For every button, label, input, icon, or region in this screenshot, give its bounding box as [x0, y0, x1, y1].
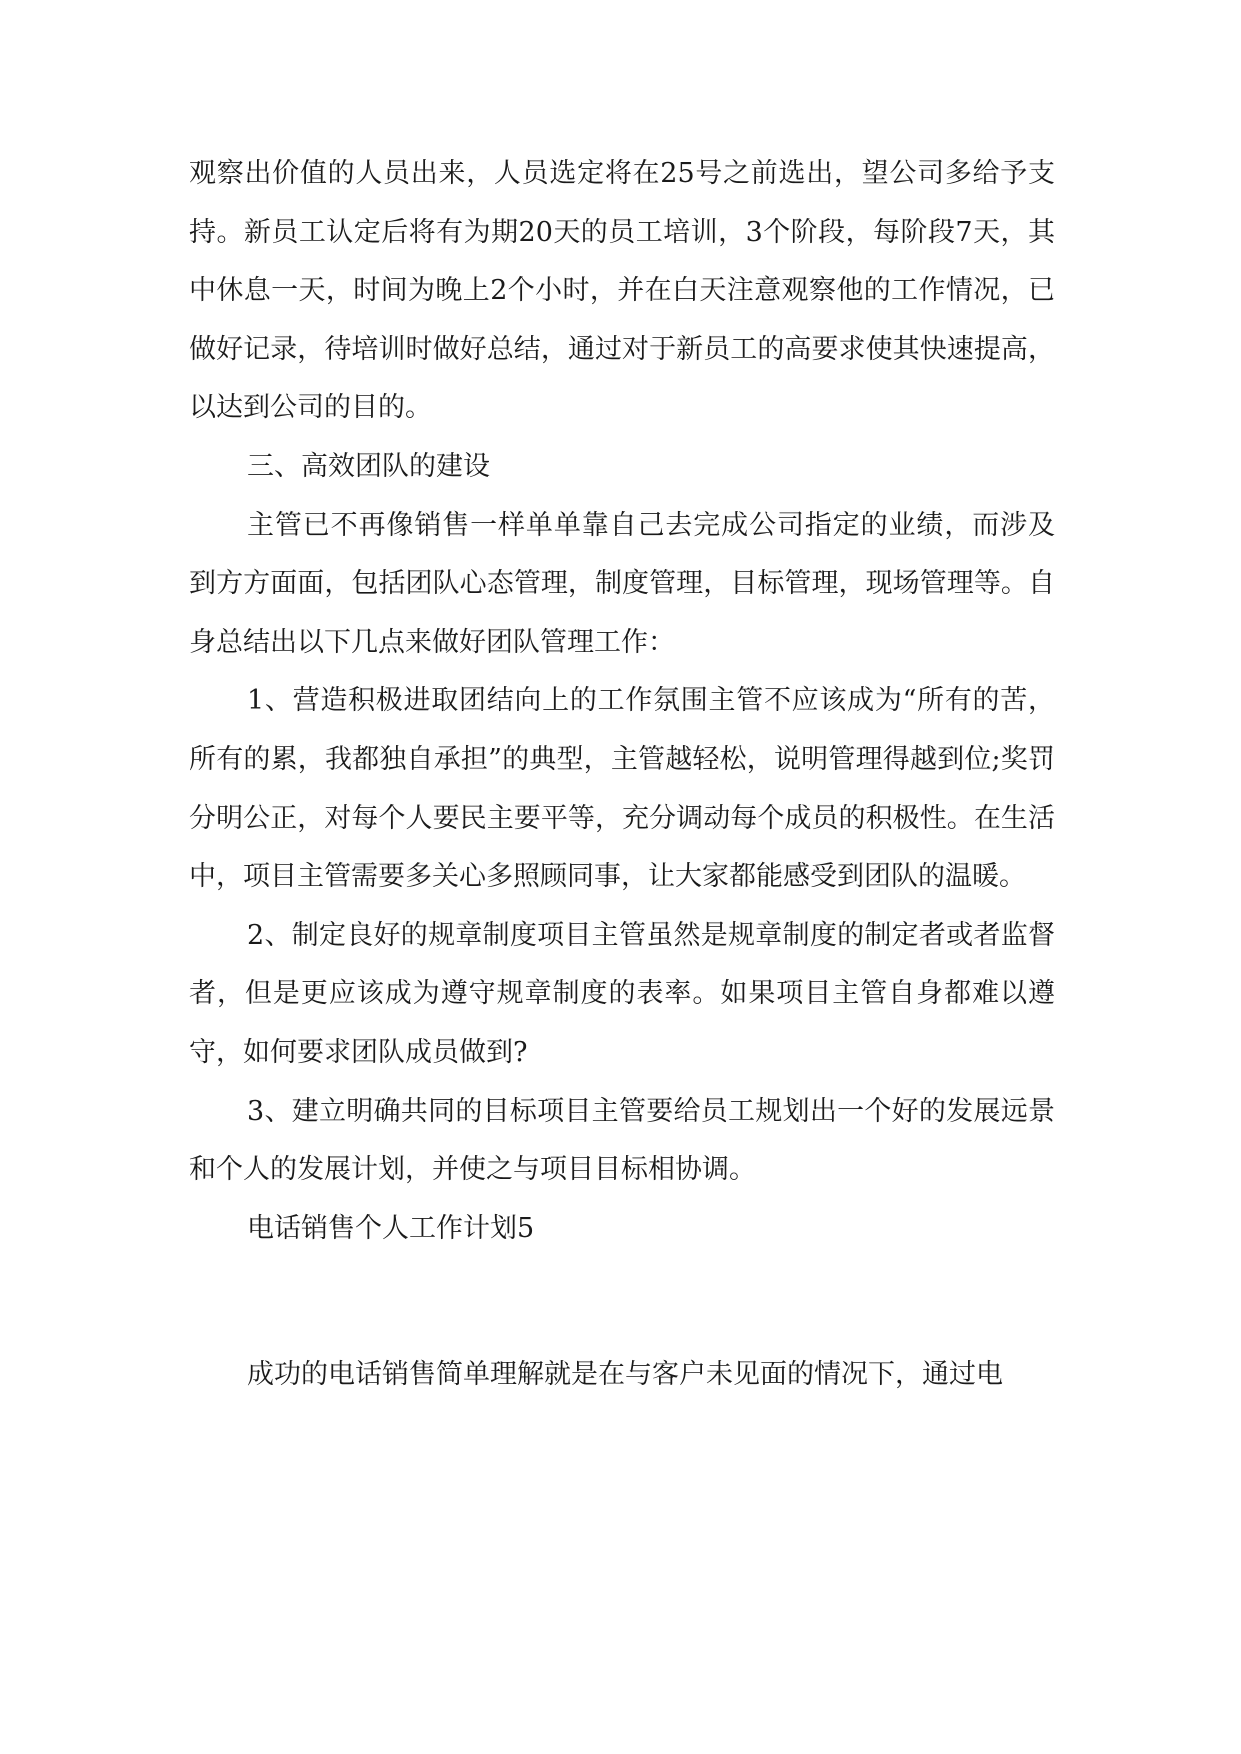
blank-gap: [189, 1258, 1055, 1346]
plan-heading: 电话销售个人工作计划5: [247, 1212, 535, 1244]
section-heading: 三、高效团队的建设: [247, 450, 490, 482]
paragraph-point-2: 2、制定良好的规章制度项目主管虽然是规章制度的制定者或者监督者，但是更应该成为遵守规章制度的表率。如果项目主管自身都难以遵守，如何要求团队成员做到?: [189, 919, 1055, 1068]
document-page: [189, 145, 1055, 1405]
paragraph-plan-start: 成功的电话销售简单理解就是在与客户未见面的情况下，通过电: [247, 1359, 1003, 1391]
paragraph-point-1: 1、营造积极进取团结向上的工作氛围主管不应该成为“所有的苦，所有的累，我都独自承担”的典型，主管越轻松，说明管理得越到位;奖罚分明公正，对每个人要民主要平等，充分调动每个成员的积极性。在生活中，项目主管需要多关心多照顾同事，让大家都能感受到团队的温暖。: [189, 685, 1055, 893]
paragraph-point-3: 3、建立明确共同的目标项目主管要给员工规划出一个好的发展远景和个人的发展计划，并使之与项目目标相协调。: [189, 1095, 1055, 1186]
paragraph-continuation: 观察出价值的人员出来，人员选定将在25号之前选出，望公司多给予支持。新员工认定后将有为期20天的员工培训，3个阶段，每阶段7天，其中休息一天，时间为晚上2个小时，并在白天注意观察他的工作情况，已做好记录，待培训时做好总结，通过对于新员工的高要求使其快速提高，以达到公司的目的。: [189, 158, 1055, 424]
paragraph-intro: 主管已不再像销售一样单单靠自己去完成公司指定的业绩，而涉及到方方面面，包括团队心态管理，制度管理，目标管理，现场管理等。自身总结出以下几点来做好团队管理工作：: [189, 509, 1055, 658]
